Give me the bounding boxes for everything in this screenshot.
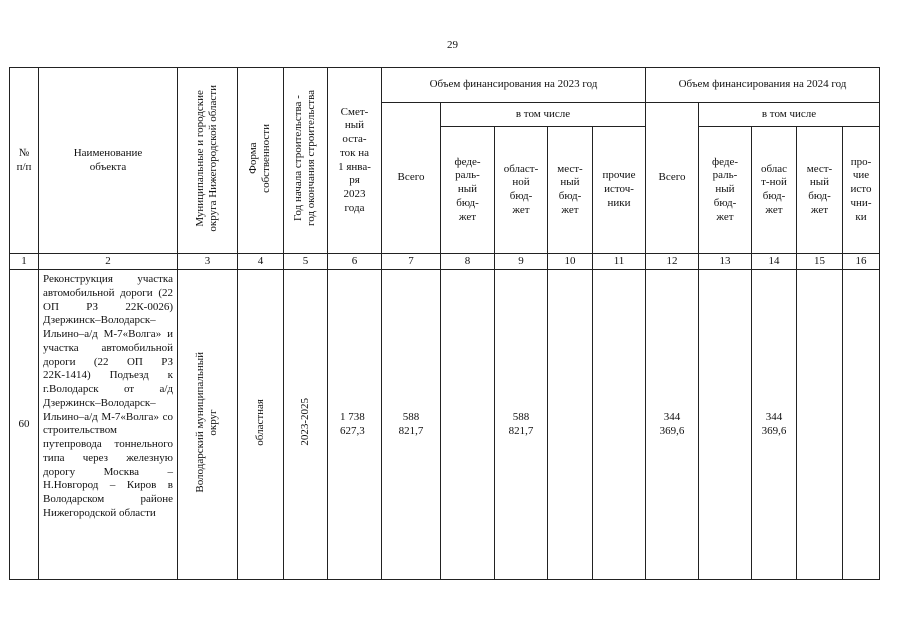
header-fin-2024: Объем финансирования на 2024 год [646, 68, 880, 103]
header-fin-2023: Объем финансирования на 2023 год [382, 68, 646, 103]
column-number: 14 [752, 254, 797, 270]
column-number: 1 [10, 254, 39, 270]
column-number: 11 [593, 254, 646, 270]
column-number: 9 [495, 254, 548, 270]
header-total-2023: Всего [382, 103, 441, 254]
header-regional-2023: област- ной бюд- жет [495, 127, 548, 254]
row-regional-2023: 588 821,7 [495, 270, 548, 580]
header-local-2024: мест- ный бюд- жет [797, 127, 843, 254]
column-number: 7 [382, 254, 441, 270]
row-years: 2023-2025 [284, 270, 328, 580]
row-local-2023 [548, 270, 593, 580]
row-other-2023 [593, 270, 646, 580]
table-row [10, 270, 880, 580]
column-number: 10 [548, 254, 593, 270]
header-other-2023: прочие источ- ники [593, 127, 646, 254]
object-name: Реконструкция участка автомобильной дороги (22 ОП РЗ 22К-0026) Дзержинск–Володарск–Ильино–а/д М-7«Волга» и участка автомобильной дороги (22 ОП РЗ 22К-1414) Подъезд к г.Володарск от а/д Дзержинск–Володарск–Ильино–а/д М-7«Волга» со строительством путепровода тоннельного типа через железную дорогу Москва – Н.Новгород – Киров в Володарском районе Нижегородской области [39, 270, 178, 580]
row-ownership: областная [238, 270, 284, 580]
column-number: 5 [284, 254, 328, 270]
header-incl-2024: в том числе [699, 103, 880, 127]
column-number: 15 [797, 254, 843, 270]
row-num: 60 [10, 270, 39, 580]
header-regional-2024: облас т-ной бюд- жет [752, 127, 797, 254]
row-local-2024 [797, 270, 843, 580]
row-federal-2023 [441, 270, 495, 580]
column-number: 6 [328, 254, 382, 270]
header-total-2024: Всего [646, 103, 699, 254]
header-remaining: Смет- ный оста- ток на 1 янва- ря 2023 года [328, 68, 382, 254]
header-local-2023: мест- ный бюд- жет [548, 127, 593, 254]
header-ownership: Форма собственности [238, 68, 284, 254]
column-number: 4 [238, 254, 284, 270]
header-name: Наименование объекта [39, 68, 178, 254]
row-total-2024: 344 369,6 [646, 270, 699, 580]
header-federal-2024: феде- раль- ный бюд- жет [699, 127, 752, 254]
column-number: 16 [843, 254, 880, 270]
header-num: № п/п [10, 68, 39, 254]
page-number: 29 [447, 39, 458, 51]
row-regional-2024: 344 369,6 [752, 270, 797, 580]
header-years: Год начала строительства - год окончания строительства [284, 68, 328, 254]
column-number: 2 [39, 254, 178, 270]
column-number: 3 [178, 254, 238, 270]
row-total-2023: 588 821,7 [382, 270, 441, 580]
header-incl-2023: в том числе [441, 103, 646, 127]
column-number: 12 [646, 254, 699, 270]
row-other-2024 [843, 270, 880, 580]
header-federal-2023: феде- раль- ный бюд- жет [441, 127, 495, 254]
header-other-2024: про- чие исто чни- ки [843, 127, 880, 254]
financing-table [9, 67, 880, 580]
column-number-row [10, 254, 880, 270]
row-federal-2024 [699, 270, 752, 580]
column-number: 8 [441, 254, 495, 270]
column-number: 13 [699, 254, 752, 270]
row-district: Володарский муниципальный округ [178, 270, 238, 580]
row-remaining: 1 738 627,3 [328, 270, 382, 580]
header-district: Муниципальные и городские округа Нижегородской области [178, 68, 238, 254]
